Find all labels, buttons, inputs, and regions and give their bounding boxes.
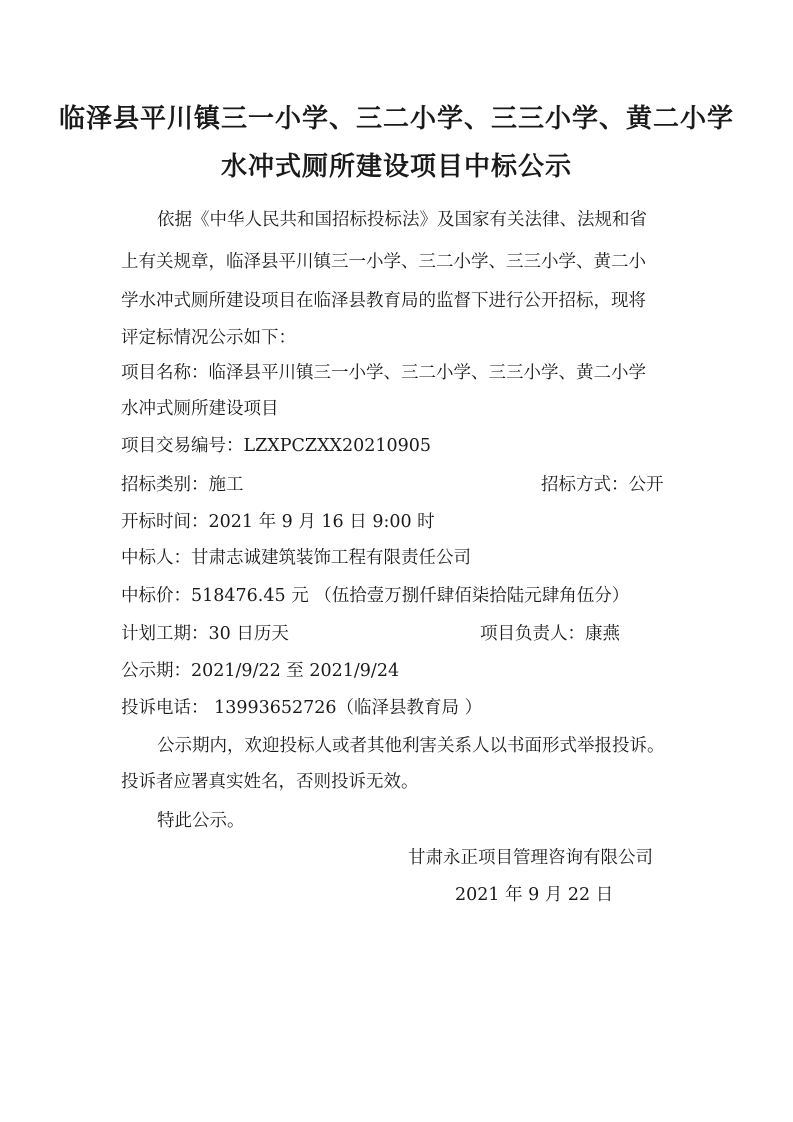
- intro-paragraph-line-4: 评定标情况公示如下：: [121, 328, 296, 348]
- issuer-signature: 甘肃永正项目管理咨询有限公司: [408, 848, 653, 868]
- publicity-period: 公示期：2021/9/22 至 2021/9/24: [121, 661, 400, 681]
- bid-method: 招标方式：公开: [541, 475, 664, 495]
- notice-line-2: 投诉者应署真实姓名，否则投诉无效。: [121, 772, 419, 792]
- project-name-line-2: 水冲式厕所建设项目: [121, 399, 279, 419]
- issue-date: 2021 年 9 月 22 日: [455, 885, 614, 905]
- intro-paragraph-line-3: 学水冲式厕所建设项目在临泽县教育局的监督下进行公开招标，现将: [121, 291, 646, 311]
- transaction-number: 项目交易编号：LZXPCZXX20210905: [121, 436, 432, 456]
- opening-time: 开标时间：2021 年 9 月 16 日 9:00 时: [121, 512, 435, 532]
- notice-line-1: 公示期内，欢迎投标人或者其他利害关系人以书面形式举报投诉。: [157, 736, 665, 756]
- intro-paragraph-line-2: 上有关规章，临泽县平川镇三一小学、三二小学、三三小学、黄二小: [121, 252, 646, 272]
- bid-category: 招标类别：施工: [121, 475, 244, 495]
- document-title-line-1: 临泽县平川镇三一小学、三二小学、三三小学、黄二小学: [58, 104, 734, 134]
- project-name-line-1: 项目名称：临泽县平川镇三一小学、三二小学、三三小学、黄二小学: [121, 363, 646, 383]
- planned-duration: 计划工期：30 日历天: [121, 624, 289, 644]
- closing-text: 特此公示。: [157, 811, 245, 831]
- intro-paragraph-line-1: 依据《中华人民共和国招标投标法》及国家有关法律、法规和省: [157, 210, 647, 230]
- complaint-phone: 投诉电话： 13993652726（临泽县教育局 ）: [121, 698, 483, 718]
- winning-price: 中标价：518476.45 元 （伍拾壹万捌仟肆佰柒拾陆元肆角伍分）: [121, 586, 630, 606]
- document-title-line-2: 水冲式厕所建设项目中标公示: [220, 152, 572, 182]
- project-manager: 项目负责人：康燕: [480, 624, 620, 644]
- winning-bidder: 中标人：甘肃志诚建筑装饰工程有限责任公司: [121, 548, 471, 568]
